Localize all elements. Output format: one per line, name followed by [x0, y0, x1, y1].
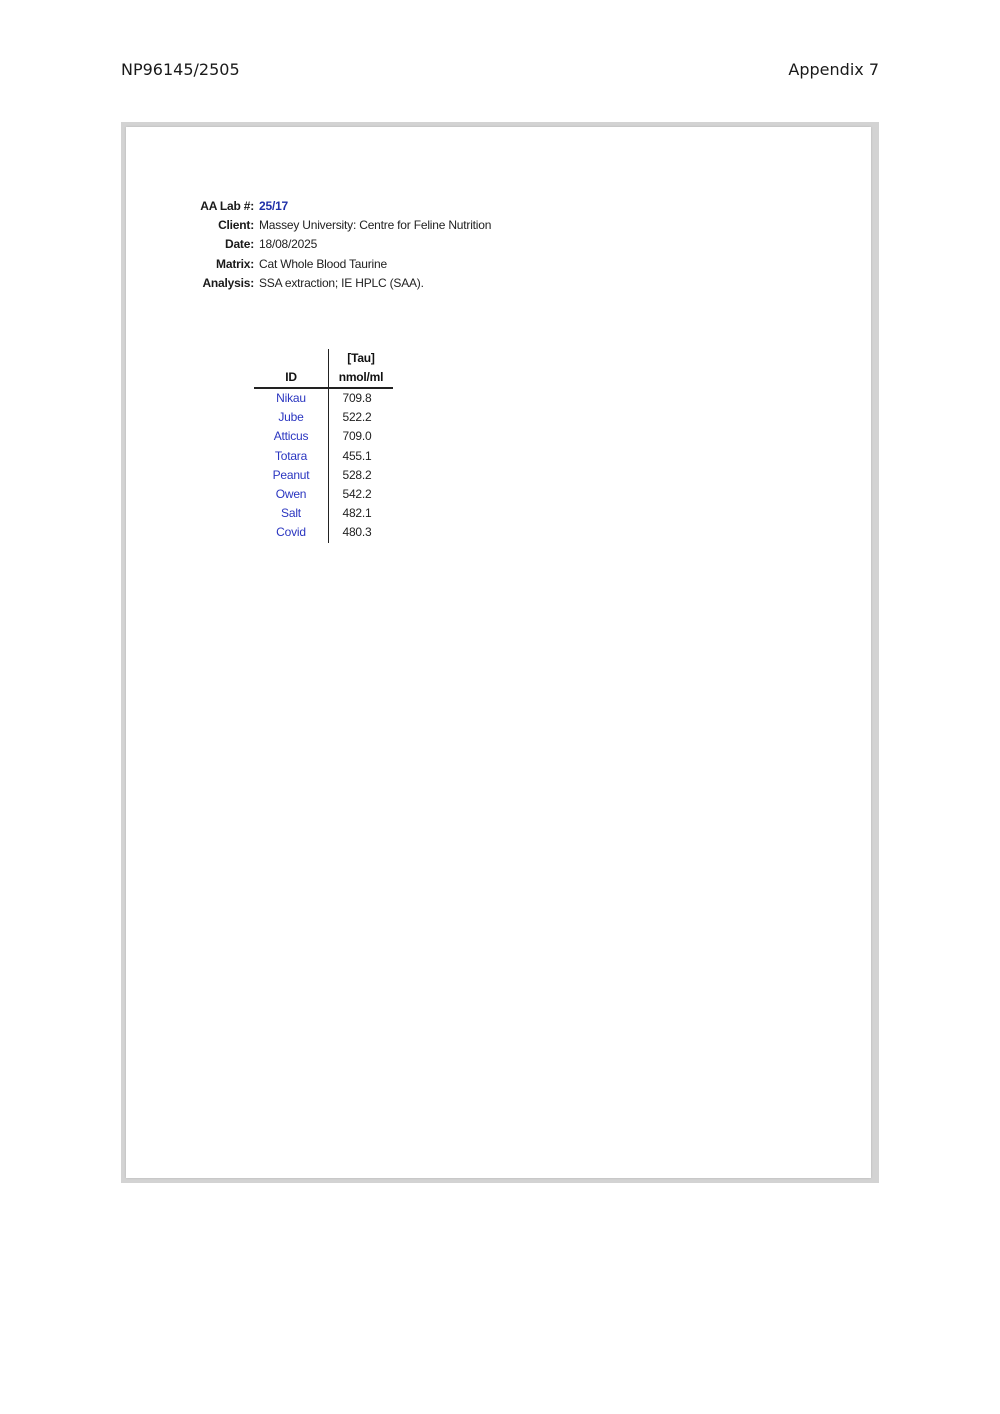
table-cell-value: 542.2	[342, 486, 372, 501]
taurine-column	[328, 349, 393, 543]
table-cell-value: 709.0	[342, 429, 372, 444]
meta-key: Date:	[224, 237, 254, 252]
meta-row-analysis	[194, 274, 491, 293]
document-reference: NP96145/2505	[121, 60, 240, 79]
table-cell-id: Atticus	[273, 429, 309, 444]
taurine-header-unit: nmol/ml	[329, 368, 393, 389]
page-header	[121, 60, 879, 84]
meta-key: Client:	[218, 218, 254, 233]
meta-key: Analysis:	[202, 275, 254, 290]
report-metadata	[194, 197, 491, 293]
table-cell-id: Salt	[281, 506, 301, 521]
meta-row-matrix	[194, 255, 491, 274]
meta-key: AA Lab #:	[200, 199, 254, 213]
table-cell-value: 455.1	[342, 448, 372, 463]
id-column	[254, 349, 328, 543]
client-value: Massey University: Centre for Feline Nutrition	[259, 218, 492, 233]
meta-row-client	[194, 216, 491, 235]
lab-number: 25/17	[259, 199, 289, 213]
scanned-report-page	[126, 127, 871, 1178]
taurine-header-line1: [Tau]	[347, 351, 375, 365]
table-cell-id: Owen	[275, 486, 307, 501]
appendix-label: Appendix 7	[788, 60, 879, 79]
table-cell-value: 482.1	[342, 506, 372, 521]
id-column-header: ID	[254, 368, 328, 389]
table-cell-id: Peanut	[272, 467, 310, 482]
matrix-value: Cat Whole Blood Taurine	[259, 256, 387, 271]
meta-row-lab	[194, 197, 491, 216]
table-cell-value: 709.8	[342, 391, 372, 405]
meta-key: Matrix:	[216, 256, 254, 271]
table-cell-id: Covid	[276, 525, 306, 540]
date-value: 18/08/2025	[259, 237, 318, 252]
meta-row-date	[194, 235, 491, 254]
taurine-results-table	[254, 349, 393, 543]
table-cell-value: 528.2	[342, 467, 372, 482]
table-cell-id: Jube	[278, 410, 304, 425]
analysis-value: SSA extraction; IE HPLC (SAA).	[259, 275, 424, 290]
table-cell-value: 522.2	[342, 410, 372, 425]
table-cell-id: Nikau	[276, 391, 306, 405]
table-cell-value: 480.3	[342, 525, 372, 540]
table-cell-id: Totara	[274, 448, 308, 463]
scanned-report-frame	[121, 122, 879, 1183]
